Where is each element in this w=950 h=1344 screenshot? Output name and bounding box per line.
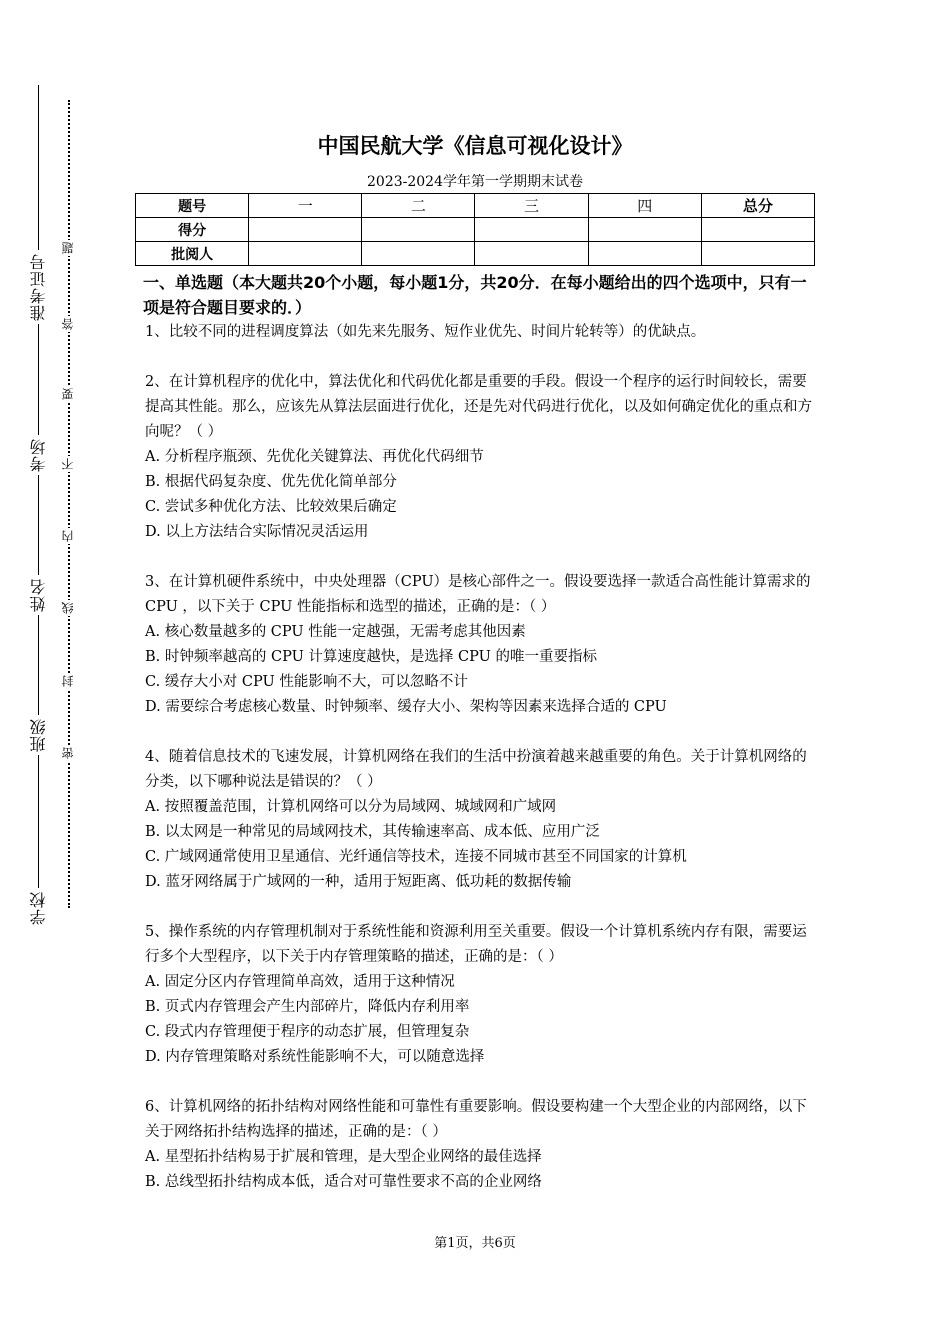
binding-line-solid <box>38 85 39 925</box>
score-table <box>135 193 815 266</box>
table-cell: 批阅人 <box>136 242 249 266</box>
field-label-name: 姓名 <box>30 575 48 615</box>
table-cell: 一 <box>249 194 362 218</box>
seal-char: 内 <box>61 530 75 542</box>
answer-option[interactable]: A. 固定分区内存管理简单高效，适用于这种情况 <box>145 974 455 990</box>
reviewer-entry-cell[interactable] <box>362 242 475 266</box>
table-cell: 得分 <box>136 218 249 242</box>
score-entry-cell[interactable] <box>701 218 814 242</box>
score-entry-cell[interactable] <box>249 218 362 242</box>
question-stem: 4、随着信息技术的飞速发展，计算机网络在我们的生活中扮演着越来越重要的角色。关于计算机网络的分类，以下哪种说法是错误的？（ ） <box>145 749 807 790</box>
question-stem: 1、比较不同的进程调度算法（如先来先服务、短作业优先、时间片轮转等）的优缺点。 <box>145 324 706 340</box>
seal-char: 不 <box>61 458 75 470</box>
exam-content <box>145 270 815 1195</box>
answer-option[interactable]: A. 星型拓扑结构易于扩展和管理，是大型企业网络的最佳选择 <box>145 1149 542 1165</box>
answer-option[interactable]: D. 以上方法结合实际情况灵活运用 <box>145 524 369 540</box>
question-stem: 3、在计算机硬件系统中，中央处理器（CPU）是核心部件之一。假设要选择一款适合高性能计算需求的 CPU ，以下关于 CPU 性能指标和选型的描述，正确的是：（ ） <box>145 574 811 615</box>
page-number: 第1页，共6页 <box>434 1236 516 1251</box>
binding-line-dotted <box>68 100 70 908</box>
field-label-school: 学校 <box>30 888 48 928</box>
answer-option[interactable]: A. 按照覆盖范围，计算机网络可以分为局域网、城域网和广域网 <box>145 799 557 815</box>
table-cell: 三 <box>475 194 588 218</box>
seal-char: 封 <box>61 675 75 687</box>
seal-char: 线 <box>61 602 75 614</box>
answer-option[interactable]: A. 分析程序瓶颈、先优化关键算法、再优化代码细节 <box>145 449 484 465</box>
seal-char: 题 <box>61 242 75 254</box>
reviewer-entry-cell[interactable] <box>701 242 814 266</box>
score-table-row <box>136 218 815 242</box>
question <box>145 920 815 1070</box>
seal-char: 要 <box>61 388 75 400</box>
answer-option[interactable]: C. 尝试多种优化方法、比较效果后确定 <box>145 499 397 515</box>
reviewer-entry-cell[interactable] <box>249 242 362 266</box>
question-stem: 6、计算机网络的拓扑结构对网络性能和可靠性有重要影响。假设要构建一个大型企业的内部网络，以下关于网络拓扑结构选择的描述，正确的是：（ ） <box>145 1099 807 1140</box>
answer-option[interactable]: B. 时钟频率越高的 CPU 计算速度越快，是选择 CPU 的唯一重要指标 <box>145 649 597 665</box>
table-cell: 二 <box>362 194 475 218</box>
page-title: 中国民航大学《信息可视化设计》 <box>317 134 633 158</box>
question <box>145 370 815 545</box>
answer-option[interactable]: C. 缓存大小对 CPU 性能影响不大，可以忽略不计 <box>145 674 468 690</box>
reviewer-entry-cell[interactable] <box>475 242 588 266</box>
seal-char: 密 <box>61 747 75 759</box>
exam-subtitle: 2023-2024学年第一学期期末试卷 <box>367 174 583 190</box>
answer-option[interactable]: D. 内存管理策略对系统性能影响不大，可以随意选择 <box>145 1049 485 1065</box>
score-entry-cell[interactable] <box>362 218 475 242</box>
field-label-class: 班级 <box>30 715 48 755</box>
answer-option[interactable]: D. 蓝牙网络属于广域网的一种，适用于短距离、低功耗的数据传输 <box>145 874 572 890</box>
field-label-exam-id: 准考证号 <box>30 250 48 324</box>
table-cell: 四 <box>588 194 701 218</box>
question-stem: 2、在计算机程序的优化中，算法优化和代码优化都是重要的手段。假设一个程序的运行时间较长，需要提高其性能。那么，应该先从算法层面进行优化，还是先对代码进行优化，以及如何确定优化的重点和方向呢？（ ） <box>145 374 812 440</box>
answer-option[interactable]: B. 根据代码复杂度、优先优化简单部分 <box>145 474 397 490</box>
question-stem: 5、操作系统的内存管理机制对于系统性能和资源利用至关重要。假设一个计算机系统内存有限，需要运行多个大型程序，以下关于内存管理策略的描述，正确的是：（ ） <box>145 924 807 965</box>
question <box>145 320 815 345</box>
table-cell: 题号 <box>136 194 249 218</box>
section-heading: 一、单选题（本大题共20个小题，每小题1分，共20分．在每小题给出的四个选项中，只有一项是符合题目要求的．） <box>143 273 807 317</box>
answer-option[interactable]: B. 以太网是一种常见的局域网技术，其传输速率高、成本低、应用广泛 <box>145 824 600 840</box>
score-table-row <box>136 242 815 266</box>
answer-option[interactable]: A. 核心数量越多的 CPU 性能一定越强，无需考虑其他因素 <box>145 624 526 640</box>
seal-char: 答 <box>61 318 75 330</box>
answer-option[interactable]: D. 需要综合考虑核心数量、时钟频率、缓存大小、架构等因素来选择合适的 CPU <box>145 699 667 715</box>
score-table-row <box>136 194 815 218</box>
field-label-exam-room: 考场 <box>30 435 48 475</box>
answer-option[interactable]: B. 页式内存管理会产生内部碎片，降低内存利用率 <box>145 999 470 1015</box>
answer-option[interactable]: B. 总线型拓扑结构成本低，适合对可靠性要求不高的企业网络 <box>145 1174 542 1190</box>
score-entry-cell[interactable] <box>475 218 588 242</box>
answer-option[interactable]: C. 段式内存管理便于程序的动态扩展，但管理复杂 <box>145 1024 470 1040</box>
question <box>145 570 815 720</box>
question <box>145 745 815 895</box>
reviewer-entry-cell[interactable] <box>588 242 701 266</box>
answer-option[interactable]: C. 广域网通常使用卫星通信、光纤通信等技术，连接不同城市甚至不同国家的计算机 <box>145 849 687 865</box>
table-cell: 总分 <box>701 194 814 218</box>
question <box>145 1095 815 1195</box>
score-entry-cell[interactable] <box>588 218 701 242</box>
